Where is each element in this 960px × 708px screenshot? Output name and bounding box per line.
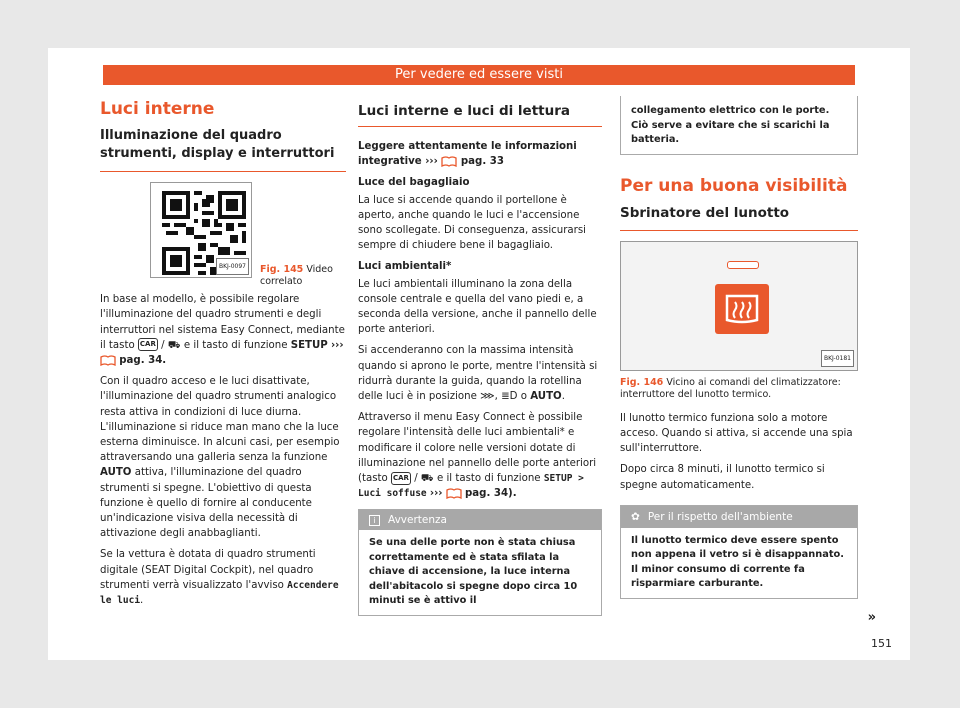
fig-146-tag: BKJ-0181 — [821, 350, 854, 367]
fig-145-caption-text: Video correlato — [260, 264, 333, 288]
paragraph-easy-connect — [358, 410, 602, 501]
figure-145-caption — [260, 264, 346, 288]
environment-flower-icon: ✿ — [631, 510, 640, 523]
figure-145 — [100, 182, 346, 292]
p3-text-a: Si accenderanno con la massima intensità quando si aprono le porte, mentre l'intensità si ridurrà durante la guida, quando la rotellina delle luci è in posizione — [358, 345, 598, 403]
intro-paragraph — [358, 139, 602, 169]
p4-text-a: Attraverso il menu Easy Connect è possibile regolare l'intensità delle luci ambientali* e modificare il colore nelle versioni dotate di illuminazione nel pannello delle porte anteriori (tasto — [358, 412, 597, 485]
subtitle-illuminazione: Illuminazione del quadro strumenti, display e interruttori — [100, 127, 346, 172]
figure-146-caption — [620, 377, 858, 401]
warning-note-header — [359, 510, 601, 530]
p2-text-b: attiva, l'illuminazione del quadro strumenti si spegne. L'obiettivo di questa funzione è quello di fornire al conducente un'indicazione visiva della necessità di attivazione degli anabbaglianti. — [100, 467, 312, 540]
car-key-icon: CAR — [391, 472, 411, 485]
section-title-visibilita: Per una buona visibilità — [620, 175, 848, 196]
p4-slash: / — [414, 473, 418, 485]
column-2 — [358, 96, 602, 616]
paragraph-lunotto-2: Dopo circa 8 minuti, il lunotto termico si spegne automaticamente. — [620, 464, 825, 491]
book-reference-icon — [441, 156, 457, 167]
page-number: 151 — [871, 637, 892, 650]
p3-or: o — [520, 391, 527, 403]
auto-label: AUTO — [530, 391, 562, 403]
p1-slash: / — [161, 339, 165, 351]
fig-146-caption-text: Vicino ai comandi del climatizzatore: interruttore del lunotto termico. — [620, 376, 841, 400]
column-3 — [620, 96, 876, 625]
parking-light-icon: ⋙, — [480, 391, 498, 403]
section-title-luci-lettura: Luci interne e luci di lettura — [358, 96, 602, 127]
reference-arrows-icon: ››› — [425, 156, 438, 168]
reference-arrows-icon: ››› — [429, 488, 443, 500]
paragraph-intensita: Si accenderanno con la massima intensità quando si aprono le porte, mentre l'intensità si ridurrà durante la guida, quando la rotellina delle luci è in posizione ⋙, ≣D o AUTO. — [358, 345, 598, 403]
book-reference-icon — [100, 355, 116, 366]
paragraph-bagagliaio: La luce si accende quando il portellone è aperto, anche quando le luci e l'accensione sono scollegate. Di conseguenza, assicurarsi sempre di chiudere bene il bagagliaio. — [358, 194, 586, 252]
warning-message-label: Accendere le luci — [100, 579, 339, 607]
reference-arrows-icon: ››› — [330, 339, 344, 351]
warning-note-title: Avvertenza — [388, 514, 447, 527]
p4-page-ref[interactable]: pag. 34). — [465, 488, 517, 500]
continue-mark: » — [867, 610, 876, 625]
indicator-light-icon — [727, 261, 759, 269]
environment-note-body: Il lunotto termico deve essere spento non appena il vetro si è disappannato. Il minor consumo di corrente fa risparmiare carburante. — [631, 534, 844, 590]
p3-end: . — [140, 595, 144, 607]
subtitle-sbrinatore: Sbrinatore del lunotto — [620, 204, 858, 231]
p1-text-c: e il tasto di funzione — [183, 339, 288, 351]
warning-note — [358, 509, 602, 616]
environment-note-header — [621, 506, 857, 528]
warning-note-body: Se una delle porte non è stata chiusa correttamente ed è stata sfilata la chiave di accensione, la luce interna dell'abitacolo si spegne dopo circa 10 minuti se è attivo il — [369, 537, 578, 607]
figure-146-image — [620, 241, 858, 371]
info-icon: i — [369, 515, 380, 526]
heading-luce-bagagliaio: Luce del bagagliaio — [358, 177, 470, 189]
menu-car-icon: ⛟ — [167, 339, 181, 351]
fig-146-number: Fig. 146 — [620, 376, 664, 388]
paragraph-2 — [100, 374, 346, 541]
warning-note-continued — [620, 96, 858, 155]
qr-code-tag: BKJ-0097 — [216, 258, 249, 275]
low-beam-icon: ≣D — [501, 391, 518, 403]
car-key-icon: CAR — [138, 338, 158, 351]
fig-145-number: Fig. 145 — [260, 264, 304, 276]
intro-text: Leggere attentamente le informazioni integrative — [358, 141, 577, 168]
section-title-luci-interne: Luci interne — [100, 99, 215, 119]
p1-page-ref[interactable]: pag. 34. — [119, 355, 167, 367]
paragraph-3 — [100, 547, 346, 608]
rear-defrost-icon — [715, 284, 769, 334]
paragraph-1 — [100, 292, 346, 368]
p4-text-c: e il tasto di funzione — [436, 473, 541, 485]
paragraph-lunotto-1: Il lunotto termico funziona solo a motore acceso. Quando si attiva, si accende una spia sull'interruttore. — [620, 412, 853, 455]
rear-defrost-button — [715, 284, 769, 334]
setup-key-label: SETUP — [290, 339, 328, 351]
qr-code-box[interactable] — [150, 182, 252, 278]
environment-note — [620, 505, 858, 599]
manual-page — [48, 48, 910, 660]
column-1 — [100, 96, 346, 614]
intro-page-ref[interactable]: pag. 33 — [460, 156, 504, 168]
p1-text-a: In base al modello, è possibile regolare l'illuminazione del quadro strumenti e degli interruttori nel sistema Easy Connect, mediante il tasto — [100, 294, 345, 351]
p2-text-a: Con il quadro acceso e le luci disattivate, l'illuminazione del quadro strumenti analogico resta attiva in condizioni di luce diurna. L'illuminazione si riduce man mano che la luce esterna diminuisce. In alcuni casi, per esempio attraversando una galleria senza la funzione — [100, 376, 340, 464]
environment-note-title: Per il rispetto dell'ambiente — [647, 510, 793, 523]
paragraph-ambientali: Le luci ambientali illuminano la zona della console centrale e quella del vano piedi e, a seconda della versione, anche il pannello delle porte anteriori. — [358, 278, 597, 336]
p3-text-a: Se la vettura è dotata di quadro strumenti digitale (SEAT Digital Cockpit), nel quadro strumenti verrà visualizzato l'avviso — [100, 549, 316, 591]
warning-note-cont-body: collegamento elettrico con le porte. Ciò serve a evitare che si scarichi la batteria. — [631, 105, 830, 145]
page-header: Per vedere ed essere visti — [103, 65, 855, 85]
menu-car-icon: ⛟ — [420, 473, 434, 485]
heading-luci-ambientali: Luci ambientali* — [358, 261, 452, 273]
auto-label: AUTO — [100, 467, 132, 479]
setup-path-label: SETUP > Luci soffuse — [358, 473, 584, 500]
book-reference-icon — [446, 488, 462, 499]
